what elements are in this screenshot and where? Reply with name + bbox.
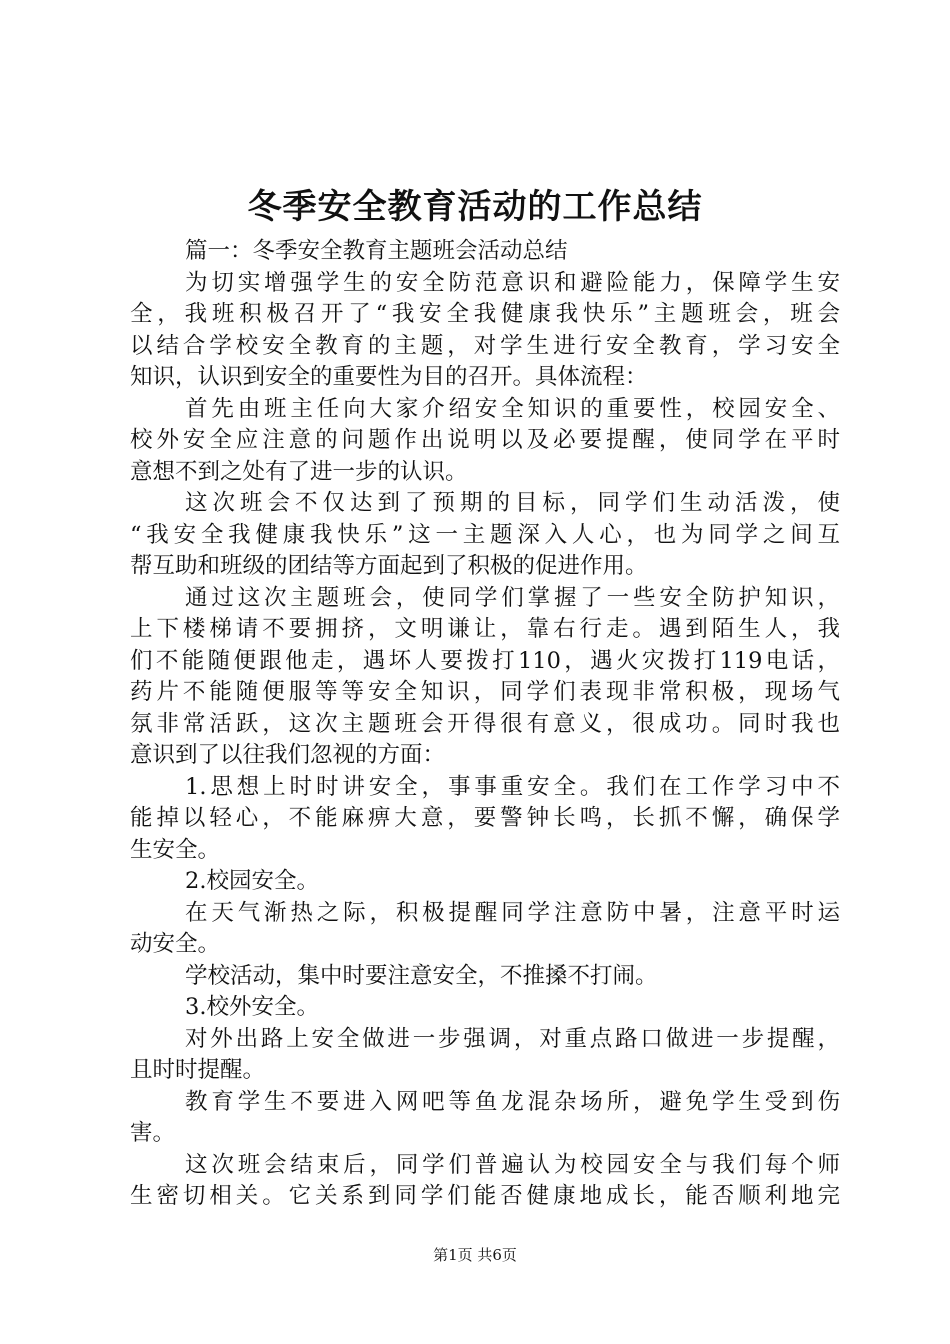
text-line: 动安全。 — [130, 931, 221, 957]
text-line: 上下楼梯请不要拥挤，文明谦让，靠右行走。遇到陌生人，我 — [130, 616, 840, 642]
text-line: 知识，认识到安全的重要性为目的召开。具体流程： — [130, 364, 648, 390]
text-line: 首先由班主任向大家介绍安全知识的重要性，校园安全、 — [185, 395, 840, 422]
text-line: “我安全我健康我快乐”这一主题深入人心，也为同学之间互 — [130, 521, 840, 548]
text-line: 全，我班积极召开了“我安全我健康我快乐”主题班会，班会 — [130, 301, 840, 327]
text-line: 帮互助和班级的团结等方面起到了积极的促进作用。 — [130, 553, 648, 579]
text-line: 学校活动，集中时要注意安全，不推搡不打闹。 — [185, 962, 658, 989]
text-line: 教育学生不要进入网吧等鱼龙混杂场所，避免学生受到伤 — [185, 1088, 840, 1115]
text-line: 1.思想上时时讲安全，事事重安全。我们在工作学习中不 — [185, 773, 840, 800]
text-line: 且时时提醒。 — [130, 1057, 266, 1083]
text-line: 药片不能随便服等等安全知识，同学们表现非常积极，现场气 — [130, 679, 840, 705]
text-line: 生密切相关。它关系到同学们能否健康地成长，能否顺利地完 — [130, 1183, 840, 1209]
text-line: 以结合学校安全教育的主题，对学生进行安全教育，学习安全 — [130, 332, 840, 359]
text-line: 2.校园安全。 — [185, 868, 319, 894]
text-line: 通过这次主题班会，使同学们掌握了一些安全防护知识， — [185, 584, 840, 611]
text-line: 们不能随便跟他走，遇坏人要拨打110，遇火灾拨打119电话， — [130, 647, 840, 674]
text-line: 生安全。 — [130, 836, 221, 863]
document-body — [130, 236, 840, 1213]
text-line: 氛非常活跃，这次主题班会开得很有意义，很成功。同时我也 — [130, 710, 840, 737]
text-line: 3.校外安全。 — [185, 994, 319, 1020]
document-title: 冬季安全教育活动的工作总结 — [247, 187, 703, 227]
text-line: 害。 — [130, 1120, 176, 1146]
text-line: 这次班会结束后，同学们普遍认为校园安全与我们每个师 — [185, 1151, 840, 1178]
page-footer: 第1页 共6页 — [433, 1246, 517, 1264]
text-line: 意想不到之处有了进一步的认识。 — [130, 458, 468, 485]
text-line: 篇一：冬季安全教育主题班会活动总结 — [185, 238, 568, 264]
text-line: 这次班会不仅达到了预期的目标，同学们生动活泼，使 — [185, 490, 840, 516]
text-line: 在天气渐热之际，积极提醒同学注意防中暑，注意平时运 — [185, 899, 840, 926]
text-line: 能掉以轻心，不能麻痹大意，要警钟长鸣，长抓不懈，确保学 — [130, 805, 840, 831]
text-line: 对外出路上安全做进一步强调，对重点路口做进一步提醒， — [185, 1025, 840, 1052]
text-line: 校外安全应注意的问题作出说明以及必要提醒，使同学在平时 — [130, 427, 840, 453]
text-line: 意识到了以往我们忽视的方面： — [130, 742, 446, 768]
text-line: 为切实增强学生的安全防范意识和避险能力，保障学生安 — [185, 269, 840, 296]
